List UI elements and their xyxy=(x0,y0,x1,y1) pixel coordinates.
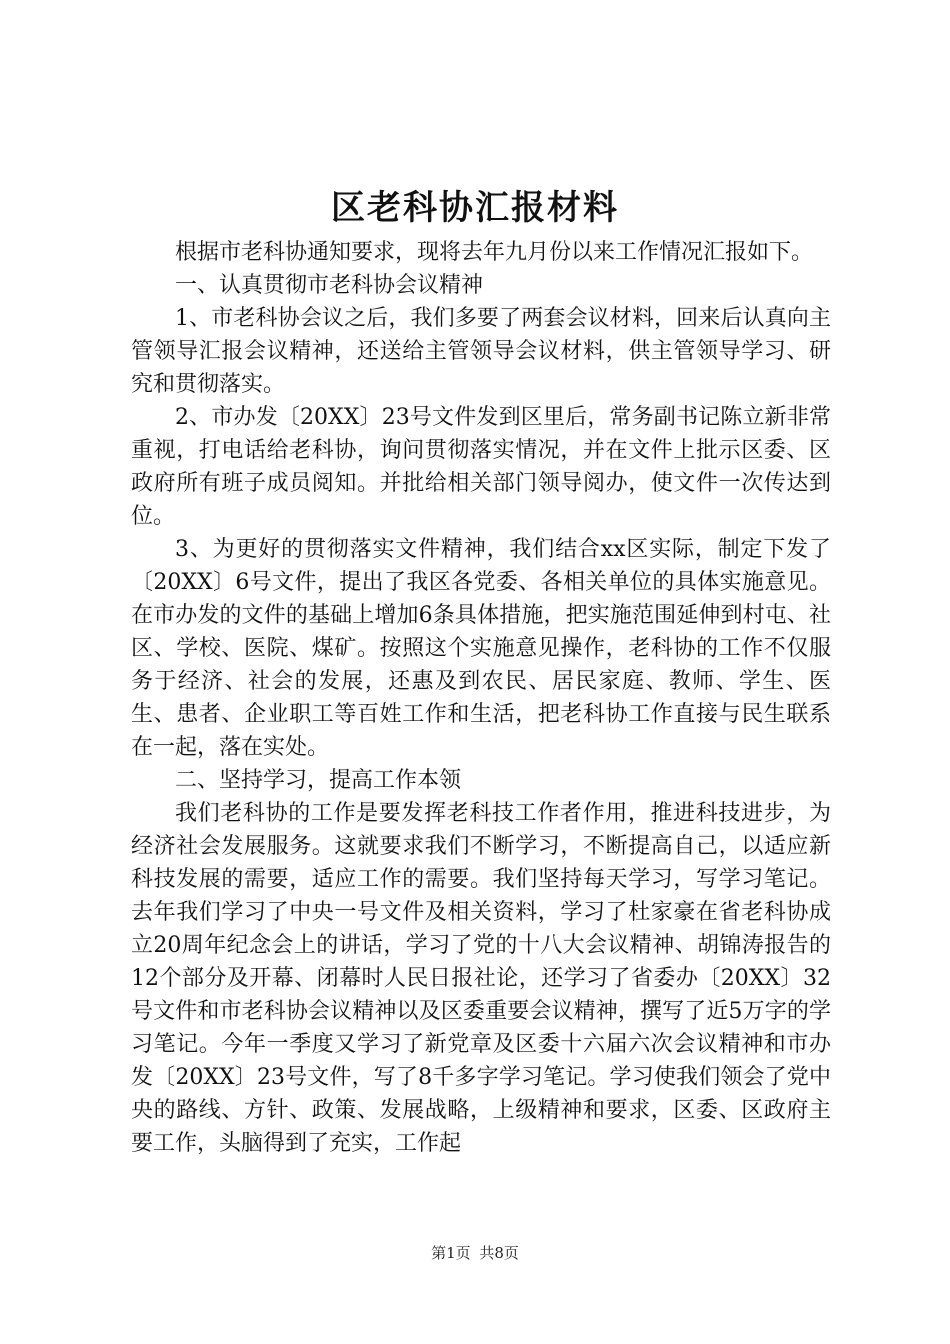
page-number: 第1页 xyxy=(431,1244,471,1262)
body-paragraph: 1、市老科协会议之后，我们多要了两套会议材料，回来后认真向主管领导汇报会议精神，还送给主管领导会议材料，供主管领导学习、研究和贯彻落实。 xyxy=(131,306,831,397)
document-body xyxy=(131,236,831,1160)
document-title: 区老科协汇报材料 xyxy=(331,188,619,228)
section-heading-2: 二、坚持学习，提高工作本领 xyxy=(175,768,462,793)
intro-paragraph: 根据市老科协通知要求，现将去年九月份以来工作情况汇报如下。 xyxy=(175,240,814,265)
total-pages: 共8页 xyxy=(479,1244,519,1262)
body-paragraph: 我们老科协的工作是要发挥老科技工作者作用，推进科技进步，为经济社会发展服务。这就要求我们不断学习，不断提高自己，以适应新科技发展的需要，适应工作的需要。我们坚持每天学习，写学习笔记。去年我们学习了中央一号文件及相关资料，学习了杜家豪在省老科协成立20周年纪念会上的讲话，学习了党的十八大会议精神、胡锦涛报告的12个部分及开幕、闭幕时人民日报社论，还学习了省委办〔20XX〕32号文件和市老科协会议精神以及区委重要会议精神，撰写了近5万字的学习笔记。今年一季度又学习了新党章及区委十六届六次会议精神和市办发〔20XX〕23号文件，写了8千多字学习笔记。学习使我们领会了党中央的路线、方针、政策、发展战略，上级精神和要求，区委、区政府主要工作，头脑得到了充实，工作起 xyxy=(131,801,831,1156)
body-paragraph: 3、为更好的贯彻落实文件精神，我们结合xx区实际，制定下发了〔20XX〕6号文件，提出了我区各党委、各相关单位的具体实施意见。在市办发的文件的基础上增加6条具体措施，把实施范围延伸到村屯、社区、学校、医院、煤矿。按照这个实施意见操作，老科协的工作不仅服务于经济、社会的发展，还惠及到农民、居民家庭、教师、学生、医生、患者、企业职工等百姓工作和生活，把老科协工作直接与民生联系在一起，落在实处。 xyxy=(131,537,831,760)
page-footer xyxy=(0,1241,950,1265)
body-paragraph: 2、市办发〔20XX〕23号文件发到区里后，常务副书记陈立新非常重视，打电话给老科协，询问贯彻落实情况，并在文件上批示区委、区政府所有班子成员阅知。并批给相关部门领导阅办，使文件一次传达到位。 xyxy=(131,405,831,529)
section-heading-1: 一、认真贯彻市老科协会议精神 xyxy=(175,273,484,298)
